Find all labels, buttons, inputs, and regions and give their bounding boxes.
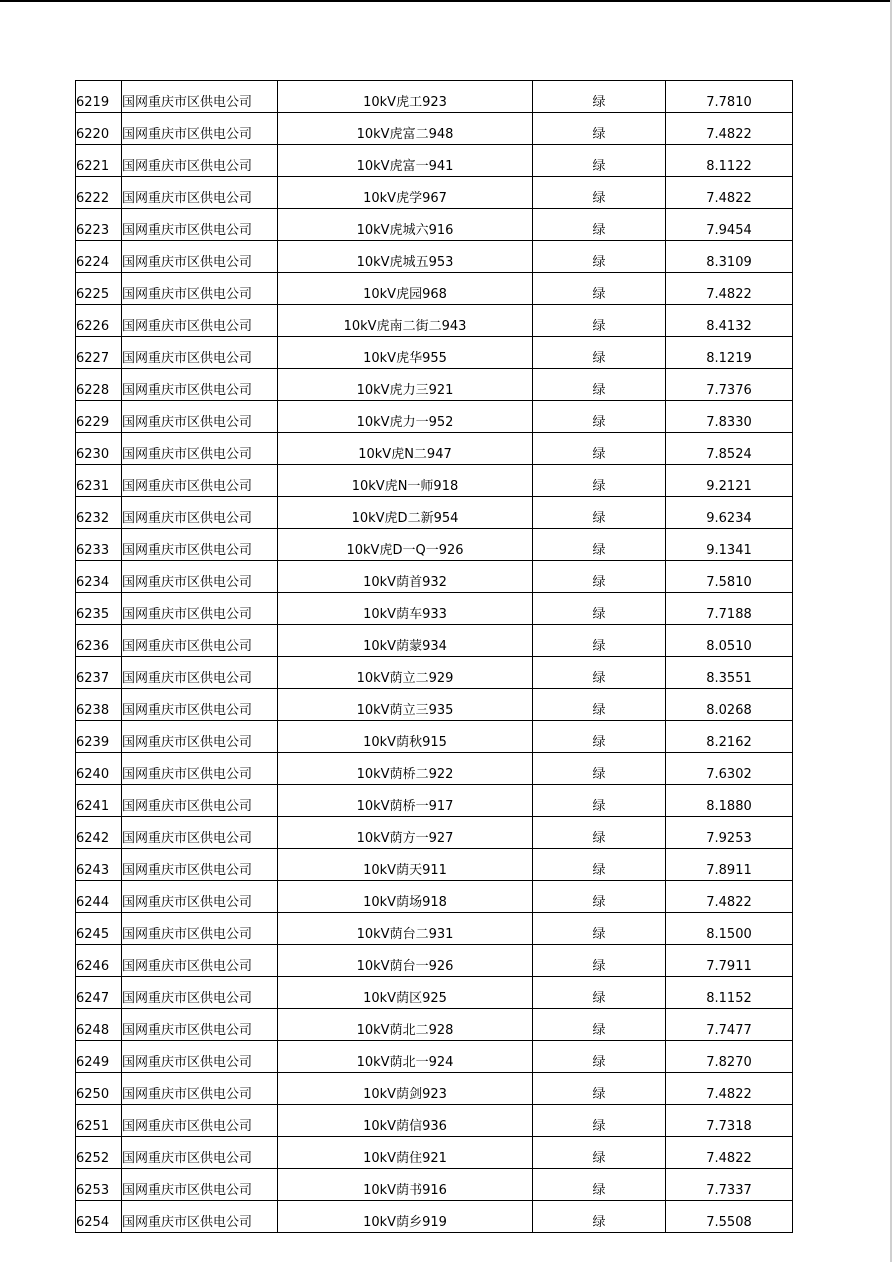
- value-cell: 8.0268: [666, 689, 793, 721]
- company-cell: 国网重庆市区供电公司: [122, 369, 278, 401]
- table-row: [76, 1009, 793, 1041]
- table-row: [76, 465, 793, 497]
- table-row: [76, 209, 793, 241]
- level-cell: 绿: [533, 1169, 666, 1201]
- company-cell: 国网重庆市区供电公司: [122, 593, 278, 625]
- row-id-cell: 6245: [76, 913, 122, 945]
- company-cell: 国网重庆市区供电公司: [122, 433, 278, 465]
- line-name-cell: 10kV荫立三935: [278, 689, 533, 721]
- company-cell: 国网重庆市区供电公司: [122, 337, 278, 369]
- level-cell: 绿: [533, 849, 666, 881]
- company-cell: 国网重庆市区供电公司: [122, 1169, 278, 1201]
- value-cell: 8.1122: [666, 145, 793, 177]
- line-name-cell: 10kV荫书916: [278, 1169, 533, 1201]
- table-body: [76, 81, 793, 1233]
- company-cell: 国网重庆市区供电公司: [122, 497, 278, 529]
- row-id-cell: 6225: [76, 273, 122, 305]
- table-row: [76, 689, 793, 721]
- company-cell: 国网重庆市区供电公司: [122, 721, 278, 753]
- value-cell: 7.7318: [666, 1105, 793, 1137]
- table-row: [76, 881, 793, 913]
- line-name-cell: 10kV虎富一941: [278, 145, 533, 177]
- company-cell: 国网重庆市区供电公司: [122, 305, 278, 337]
- row-id-cell: 6238: [76, 689, 122, 721]
- level-cell: 绿: [533, 593, 666, 625]
- company-cell: 国网重庆市区供电公司: [122, 785, 278, 817]
- table-row: [76, 529, 793, 561]
- company-cell: 国网重庆市区供电公司: [122, 1201, 278, 1233]
- row-id-cell: 6229: [76, 401, 122, 433]
- value-cell: 8.4132: [666, 305, 793, 337]
- level-cell: 绿: [533, 529, 666, 561]
- level-cell: 绿: [533, 657, 666, 689]
- level-cell: 绿: [533, 817, 666, 849]
- line-name-cell: 10kV虎学967: [278, 177, 533, 209]
- line-name-cell: 10kV荫蒙934: [278, 625, 533, 657]
- company-cell: 国网重庆市区供电公司: [122, 945, 278, 977]
- row-id-cell: 6244: [76, 881, 122, 913]
- company-cell: 国网重庆市区供电公司: [122, 561, 278, 593]
- value-cell: 8.1880: [666, 785, 793, 817]
- row-id-cell: 6228: [76, 369, 122, 401]
- table-row: [76, 977, 793, 1009]
- value-cell: 7.7337: [666, 1169, 793, 1201]
- level-cell: 绿: [533, 1137, 666, 1169]
- value-cell: 8.1152: [666, 977, 793, 1009]
- line-name-cell: 10kV荫乡919: [278, 1201, 533, 1233]
- line-name-cell: 10kV虎园968: [278, 273, 533, 305]
- table-row: [76, 305, 793, 337]
- row-id-cell: 6254: [76, 1201, 122, 1233]
- value-cell: 7.9253: [666, 817, 793, 849]
- row-id-cell: 6249: [76, 1041, 122, 1073]
- row-id-cell: 6232: [76, 497, 122, 529]
- level-cell: 绿: [533, 113, 666, 145]
- data-table: [75, 80, 793, 1233]
- company-cell: 国网重庆市区供电公司: [122, 1041, 278, 1073]
- table-row: [76, 145, 793, 177]
- row-id-cell: 6241: [76, 785, 122, 817]
- level-cell: 绿: [533, 241, 666, 273]
- level-cell: 绿: [533, 433, 666, 465]
- value-cell: 7.7477: [666, 1009, 793, 1041]
- level-cell: 绿: [533, 881, 666, 913]
- level-cell: 绿: [533, 625, 666, 657]
- row-id-cell: 6237: [76, 657, 122, 689]
- table-row: [76, 849, 793, 881]
- table-row: [76, 1105, 793, 1137]
- company-cell: 国网重庆市区供电公司: [122, 145, 278, 177]
- level-cell: 绿: [533, 1009, 666, 1041]
- level-cell: 绿: [533, 305, 666, 337]
- value-cell: 8.1219: [666, 337, 793, 369]
- table-row: [76, 593, 793, 625]
- value-cell: 7.7376: [666, 369, 793, 401]
- table-row: [76, 785, 793, 817]
- value-cell: 9.1341: [666, 529, 793, 561]
- top-border-line: [0, 0, 892, 2]
- line-name-cell: 10kV荫桥二922: [278, 753, 533, 785]
- row-id-cell: 6222: [76, 177, 122, 209]
- row-id-cell: 6219: [76, 81, 122, 113]
- company-cell: 国网重庆市区供电公司: [122, 465, 278, 497]
- level-cell: 绿: [533, 753, 666, 785]
- line-name-cell: 10kV虎力三921: [278, 369, 533, 401]
- company-cell: 国网重庆市区供电公司: [122, 1009, 278, 1041]
- table-row: [76, 401, 793, 433]
- value-cell: 7.4822: [666, 1137, 793, 1169]
- row-id-cell: 6223: [76, 209, 122, 241]
- level-cell: 绿: [533, 273, 666, 305]
- line-name-cell: 10kV虎南二街二943: [278, 305, 533, 337]
- line-name-cell: 10kV荫立二929: [278, 657, 533, 689]
- line-name-cell: 10kV虎N一师918: [278, 465, 533, 497]
- row-id-cell: 6224: [76, 241, 122, 273]
- line-name-cell: 10kV荫场918: [278, 881, 533, 913]
- company-cell: 国网重庆市区供电公司: [122, 913, 278, 945]
- value-cell: 8.0510: [666, 625, 793, 657]
- line-name-cell: 10kV荫剑923: [278, 1073, 533, 1105]
- level-cell: 绿: [533, 977, 666, 1009]
- level-cell: 绿: [533, 1105, 666, 1137]
- value-cell: 8.2162: [666, 721, 793, 753]
- company-cell: 国网重庆市区供电公司: [122, 657, 278, 689]
- level-cell: 绿: [533, 337, 666, 369]
- row-id-cell: 6250: [76, 1073, 122, 1105]
- company-cell: 国网重庆市区供电公司: [122, 753, 278, 785]
- row-id-cell: 6235: [76, 593, 122, 625]
- company-cell: 国网重庆市区供电公司: [122, 113, 278, 145]
- line-name-cell: 10kV荫住921: [278, 1137, 533, 1169]
- level-cell: 绿: [533, 721, 666, 753]
- level-cell: 绿: [533, 785, 666, 817]
- line-name-cell: 10kV荫北二928: [278, 1009, 533, 1041]
- level-cell: 绿: [533, 1073, 666, 1105]
- company-cell: 国网重庆市区供电公司: [122, 81, 278, 113]
- row-id-cell: 6231: [76, 465, 122, 497]
- line-name-cell: 10kV虎华955: [278, 337, 533, 369]
- value-cell: 8.3551: [666, 657, 793, 689]
- company-cell: 国网重庆市区供电公司: [122, 1073, 278, 1105]
- value-cell: 9.6234: [666, 497, 793, 529]
- row-id-cell: 6236: [76, 625, 122, 657]
- row-id-cell: 6251: [76, 1105, 122, 1137]
- company-cell: 国网重庆市区供电公司: [122, 625, 278, 657]
- table-row: [76, 1137, 793, 1169]
- row-id-cell: 6247: [76, 977, 122, 1009]
- level-cell: 绿: [533, 145, 666, 177]
- table-row: [76, 625, 793, 657]
- line-name-cell: 10kV荫首932: [278, 561, 533, 593]
- table-row: [76, 241, 793, 273]
- line-name-cell: 10kV荫台一926: [278, 945, 533, 977]
- row-id-cell: 6239: [76, 721, 122, 753]
- table-row: [76, 913, 793, 945]
- value-cell: 7.6302: [666, 753, 793, 785]
- line-name-cell: 10kV荫方一927: [278, 817, 533, 849]
- line-name-cell: 10kV虎D二新954: [278, 497, 533, 529]
- line-name-cell: 10kV虎城五953: [278, 241, 533, 273]
- value-cell: 7.5508: [666, 1201, 793, 1233]
- line-name-cell: 10kV虎富二948: [278, 113, 533, 145]
- table-row: [76, 177, 793, 209]
- value-cell: 7.7188: [666, 593, 793, 625]
- value-cell: 7.9454: [666, 209, 793, 241]
- level-cell: 绿: [533, 561, 666, 593]
- table-row: [76, 817, 793, 849]
- line-name-cell: 10kV荫桥一917: [278, 785, 533, 817]
- level-cell: 绿: [533, 945, 666, 977]
- line-name-cell: 10kV荫秋915: [278, 721, 533, 753]
- row-id-cell: 6220: [76, 113, 122, 145]
- line-name-cell: 10kV荫信936: [278, 1105, 533, 1137]
- row-id-cell: 6227: [76, 337, 122, 369]
- company-cell: 国网重庆市区供电公司: [122, 177, 278, 209]
- line-name-cell: 10kV荫北一924: [278, 1041, 533, 1073]
- value-cell: 7.4822: [666, 177, 793, 209]
- value-cell: 7.5810: [666, 561, 793, 593]
- value-cell: 7.4822: [666, 273, 793, 305]
- row-id-cell: 6226: [76, 305, 122, 337]
- company-cell: 国网重庆市区供电公司: [122, 241, 278, 273]
- value-cell: 7.8270: [666, 1041, 793, 1073]
- row-id-cell: 6240: [76, 753, 122, 785]
- row-id-cell: 6230: [76, 433, 122, 465]
- level-cell: 绿: [533, 1201, 666, 1233]
- company-cell: 国网重庆市区供电公司: [122, 401, 278, 433]
- value-cell: 9.2121: [666, 465, 793, 497]
- company-cell: 国网重庆市区供电公司: [122, 977, 278, 1009]
- row-id-cell: 6243: [76, 849, 122, 881]
- table-row: [76, 1041, 793, 1073]
- line-name-cell: 10kV荫台二931: [278, 913, 533, 945]
- table-row: [76, 273, 793, 305]
- table-row: [76, 1073, 793, 1105]
- level-cell: 绿: [533, 177, 666, 209]
- company-cell: 国网重庆市区供电公司: [122, 209, 278, 241]
- level-cell: 绿: [533, 689, 666, 721]
- table-row: [76, 113, 793, 145]
- table-row: [76, 497, 793, 529]
- table-row: [76, 721, 793, 753]
- table-row: [76, 561, 793, 593]
- value-cell: 7.8330: [666, 401, 793, 433]
- table-row: [76, 337, 793, 369]
- value-cell: 7.7911: [666, 945, 793, 977]
- company-cell: 国网重庆市区供电公司: [122, 1105, 278, 1137]
- table-row: [76, 753, 793, 785]
- line-name-cell: 10kV虎D一Q一926: [278, 529, 533, 561]
- level-cell: 绿: [533, 913, 666, 945]
- row-id-cell: 6246: [76, 945, 122, 977]
- table-row: [76, 657, 793, 689]
- line-name-cell: 10kV虎城六916: [278, 209, 533, 241]
- level-cell: 绿: [533, 497, 666, 529]
- table-row: [76, 1169, 793, 1201]
- row-id-cell: 6253: [76, 1169, 122, 1201]
- company-cell: 国网重庆市区供电公司: [122, 273, 278, 305]
- line-name-cell: 10kV虎N二947: [278, 433, 533, 465]
- company-cell: 国网重庆市区供电公司: [122, 849, 278, 881]
- level-cell: 绿: [533, 81, 666, 113]
- value-cell: 7.4822: [666, 881, 793, 913]
- level-cell: 绿: [533, 401, 666, 433]
- line-name-cell: 10kV虎工923: [278, 81, 533, 113]
- table-row: [76, 945, 793, 977]
- row-id-cell: 6252: [76, 1137, 122, 1169]
- company-cell: 国网重庆市区供电公司: [122, 689, 278, 721]
- table-row: [76, 369, 793, 401]
- table-row: [76, 1201, 793, 1233]
- value-cell: 7.8524: [666, 433, 793, 465]
- row-id-cell: 6233: [76, 529, 122, 561]
- line-name-cell: 10kV荫车933: [278, 593, 533, 625]
- line-name-cell: 10kV荫天911: [278, 849, 533, 881]
- level-cell: 绿: [533, 1041, 666, 1073]
- table-row: [76, 81, 793, 113]
- level-cell: 绿: [533, 209, 666, 241]
- company-cell: 国网重庆市区供电公司: [122, 881, 278, 913]
- row-id-cell: 6248: [76, 1009, 122, 1041]
- row-id-cell: 6221: [76, 145, 122, 177]
- company-cell: 国网重庆市区供电公司: [122, 529, 278, 561]
- value-cell: 7.7810: [666, 81, 793, 113]
- level-cell: 绿: [533, 465, 666, 497]
- value-cell: 7.4822: [666, 1073, 793, 1105]
- row-id-cell: 6242: [76, 817, 122, 849]
- line-name-cell: 10kV荫区925: [278, 977, 533, 1009]
- value-cell: 7.8911: [666, 849, 793, 881]
- value-cell: 8.1500: [666, 913, 793, 945]
- table-row: [76, 433, 793, 465]
- row-id-cell: 6234: [76, 561, 122, 593]
- value-cell: 8.3109: [666, 241, 793, 273]
- value-cell: 7.4822: [666, 113, 793, 145]
- level-cell: 绿: [533, 369, 666, 401]
- line-name-cell: 10kV虎力一952: [278, 401, 533, 433]
- company-cell: 国网重庆市区供电公司: [122, 817, 278, 849]
- company-cell: 国网重庆市区供电公司: [122, 1137, 278, 1169]
